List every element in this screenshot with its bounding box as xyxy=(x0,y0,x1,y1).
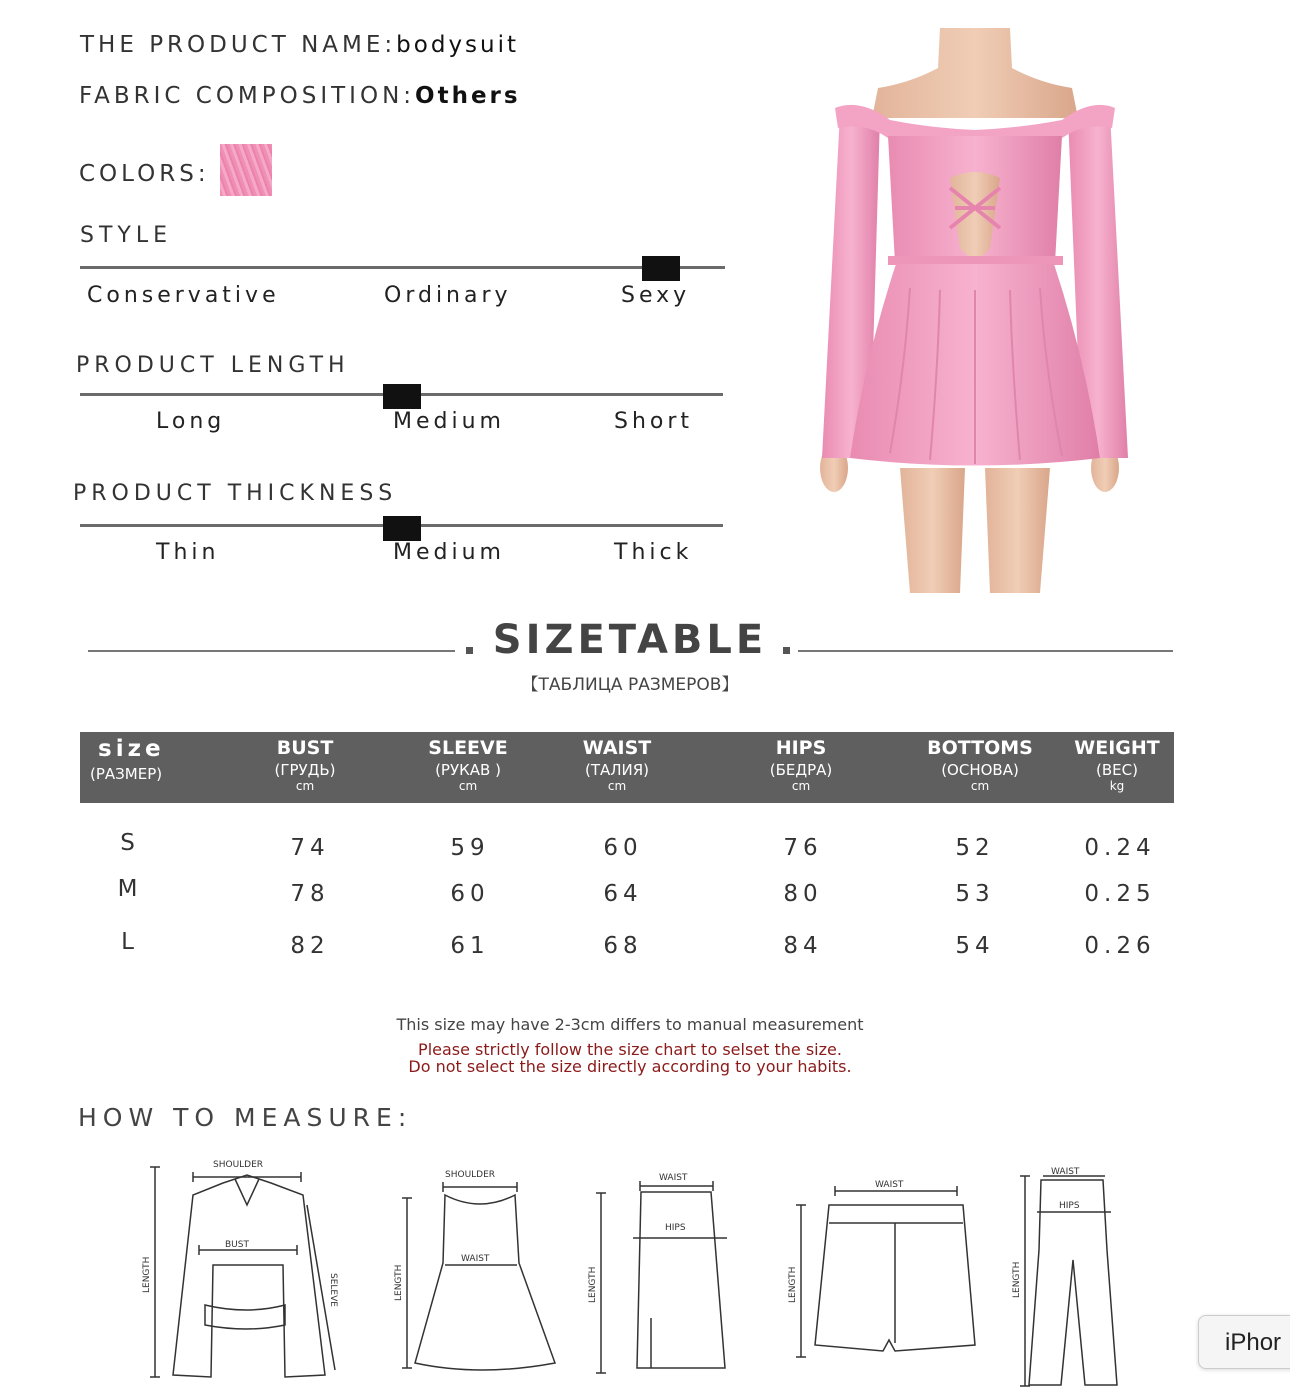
col-hips-ru: (БЕДРА) xyxy=(769,761,833,779)
cell-weight: 0.26 xyxy=(1084,933,1156,959)
shirt-shoulder-label: SHOULDER xyxy=(213,1160,264,1170)
col-sleeve-header xyxy=(408,732,528,803)
pants-hips-label: HIPS xyxy=(1059,1201,1080,1211)
cell-waist: 60 xyxy=(603,835,643,861)
shorts-waist-label: WAIST xyxy=(875,1180,904,1190)
sizetable-rule-left xyxy=(88,650,455,652)
thickness-option-medium: Medium xyxy=(393,540,505,565)
shorts-length-label: LENGTH xyxy=(788,1266,798,1303)
style-scale-marker xyxy=(642,256,680,281)
product-name-line xyxy=(80,32,519,58)
shirt-bust-label: BUST xyxy=(225,1240,249,1250)
fabric-composition-line xyxy=(79,83,521,109)
col-weight-unit: kg xyxy=(1109,779,1125,793)
col-bust-ru: (ГРУДЬ) xyxy=(274,761,336,779)
sizetable-dot-right xyxy=(783,647,790,654)
dress-outline-icon xyxy=(385,1163,565,1378)
shorts-measure-diagram xyxy=(785,1175,985,1365)
cell-weight: 0.25 xyxy=(1084,881,1156,907)
col-hips-unit: cm xyxy=(791,779,811,793)
device-chip-label: iPhor xyxy=(1225,1329,1282,1356)
cell-hips: 80 xyxy=(783,881,823,907)
how-to-measure-title: HOW TO MEASURE: xyxy=(78,1103,413,1132)
cell-weight: 0.24 xyxy=(1084,835,1156,861)
pink-off-shoulder-bodysuit-photo-icon xyxy=(800,28,1150,593)
skirt-outline-icon xyxy=(585,1168,740,1383)
col-size-header xyxy=(80,732,230,803)
cell-size: M xyxy=(117,876,143,902)
cell-bust: 74 xyxy=(290,835,330,861)
style-option-ordinary: Ordinary xyxy=(384,283,512,308)
col-bust-unit: cm xyxy=(295,779,315,793)
style-scale-track xyxy=(80,266,725,269)
shirt-sleeve-label: SELEVE xyxy=(328,1273,338,1307)
col-waist-ru: (ТАЛИЯ) xyxy=(584,761,650,779)
cell-sleeve: 61 xyxy=(450,933,490,959)
col-waist-header xyxy=(557,732,677,803)
col-sleeve-unit: cm xyxy=(458,779,478,793)
cell-waist: 64 xyxy=(603,881,643,907)
device-chip[interactable] xyxy=(1198,1315,1290,1369)
cell-size: L xyxy=(121,929,139,955)
measurement-note: This size may have 2-3cm differs to manual measurement xyxy=(396,1015,864,1034)
pink-color-swatch[interactable] xyxy=(220,144,272,196)
cell-size: S xyxy=(120,830,140,856)
thickness-scale-marker xyxy=(383,516,421,541)
pants-outline-icon xyxy=(1005,1160,1125,1390)
skirt-hips-label: HIPS xyxy=(665,1223,686,1233)
col-bottoms-header xyxy=(910,732,1050,803)
sizetable-title: SIZETABLE xyxy=(492,617,768,663)
cell-hips: 76 xyxy=(783,835,823,861)
dress-shoulder-label: SHOULDER xyxy=(445,1170,496,1180)
size-table-header xyxy=(80,732,1174,803)
product-name-value: bodysuit xyxy=(396,32,520,58)
product-photo xyxy=(800,28,1150,593)
length-option-long: Long xyxy=(156,409,226,434)
sizetable-subtitle: 【ТАБЛИЦА РАЗМЕРОВ】 xyxy=(521,675,739,695)
pants-measure-diagram xyxy=(1005,1160,1125,1390)
cell-waist: 68 xyxy=(603,933,643,959)
col-weight-ru: (ВЕС) xyxy=(1096,761,1138,779)
dress-waist-label: WAIST xyxy=(461,1254,490,1264)
shorts-outline-icon xyxy=(785,1175,985,1365)
fabric-value: Others xyxy=(415,83,521,109)
cell-bottoms: 54 xyxy=(955,933,995,959)
thickness-option-thick: Thick xyxy=(614,540,693,565)
pants-waist-label: WAIST xyxy=(1051,1167,1080,1177)
style-option-conservative: Conservative xyxy=(87,283,280,308)
shirt-length-label: LENGTH xyxy=(142,1256,152,1293)
sizetable-rule-right xyxy=(798,650,1173,652)
col-bust-name: BUST xyxy=(276,737,334,759)
col-bottoms-unit: cm xyxy=(970,779,990,793)
style-scale-title: STYLE xyxy=(80,223,172,248)
cell-hips: 84 xyxy=(783,933,823,959)
skirt-length-label: LENGTH xyxy=(588,1266,598,1303)
cell-sleeve: 60 xyxy=(450,881,490,907)
col-weight-name: WEIGHT xyxy=(1074,737,1160,759)
pants-length-label: LENGTH xyxy=(1012,1261,1022,1298)
colors-label: COLORS: xyxy=(79,161,210,187)
col-hips-name: HIPS xyxy=(775,737,827,759)
cell-bust: 78 xyxy=(290,881,330,907)
shirt-outline-icon xyxy=(135,1155,355,1385)
cell-bottoms: 52 xyxy=(955,835,995,861)
col-sleeve-name: SLEEVE xyxy=(428,737,508,759)
col-weight-header xyxy=(1060,732,1174,803)
cell-sleeve: 59 xyxy=(450,835,490,861)
length-scale-marker xyxy=(383,384,421,409)
col-bottoms-ru: (ОСНОВА) xyxy=(941,761,1019,779)
cell-bust: 82 xyxy=(290,933,330,959)
thickness-option-thin: Thin xyxy=(156,540,220,565)
col-bust-header xyxy=(245,732,365,803)
size-warning-2: Do not select the size directly according to your habits. xyxy=(408,1057,852,1076)
thickness-scale-title: PRODUCT THICKNESS xyxy=(73,481,398,506)
fabric-label: FABRIC COMPOSITION: xyxy=(79,83,416,109)
col-sleeve-ru: (РУКАВ ) xyxy=(435,761,501,779)
shirt-measure-diagram xyxy=(135,1155,355,1385)
skirt-waist-label: WAIST xyxy=(659,1173,688,1183)
length-scale-title: PRODUCT LENGTH xyxy=(76,353,350,378)
col-bottoms-name: BOTTOMS xyxy=(927,737,1033,759)
size-warning-1: Please strictly follow the size chart to selset the size. xyxy=(418,1040,842,1059)
dress-length-label: LENGTH xyxy=(394,1264,404,1301)
style-option-sexy: Sexy xyxy=(621,283,691,308)
col-size-name: size xyxy=(98,736,165,762)
col-hips-header xyxy=(741,732,861,803)
skirt-measure-diagram xyxy=(585,1168,740,1383)
length-option-medium: Medium xyxy=(393,409,505,434)
col-waist-name: WAIST xyxy=(582,737,652,759)
length-option-short: Short xyxy=(614,409,694,434)
col-size-ru: (РАЗМЕР) xyxy=(90,765,163,783)
col-waist-unit: cm xyxy=(607,779,627,793)
cell-bottoms: 53 xyxy=(955,881,995,907)
product-name-label: THE PRODUCT NAME: xyxy=(80,32,397,58)
dress-measure-diagram xyxy=(385,1163,565,1378)
